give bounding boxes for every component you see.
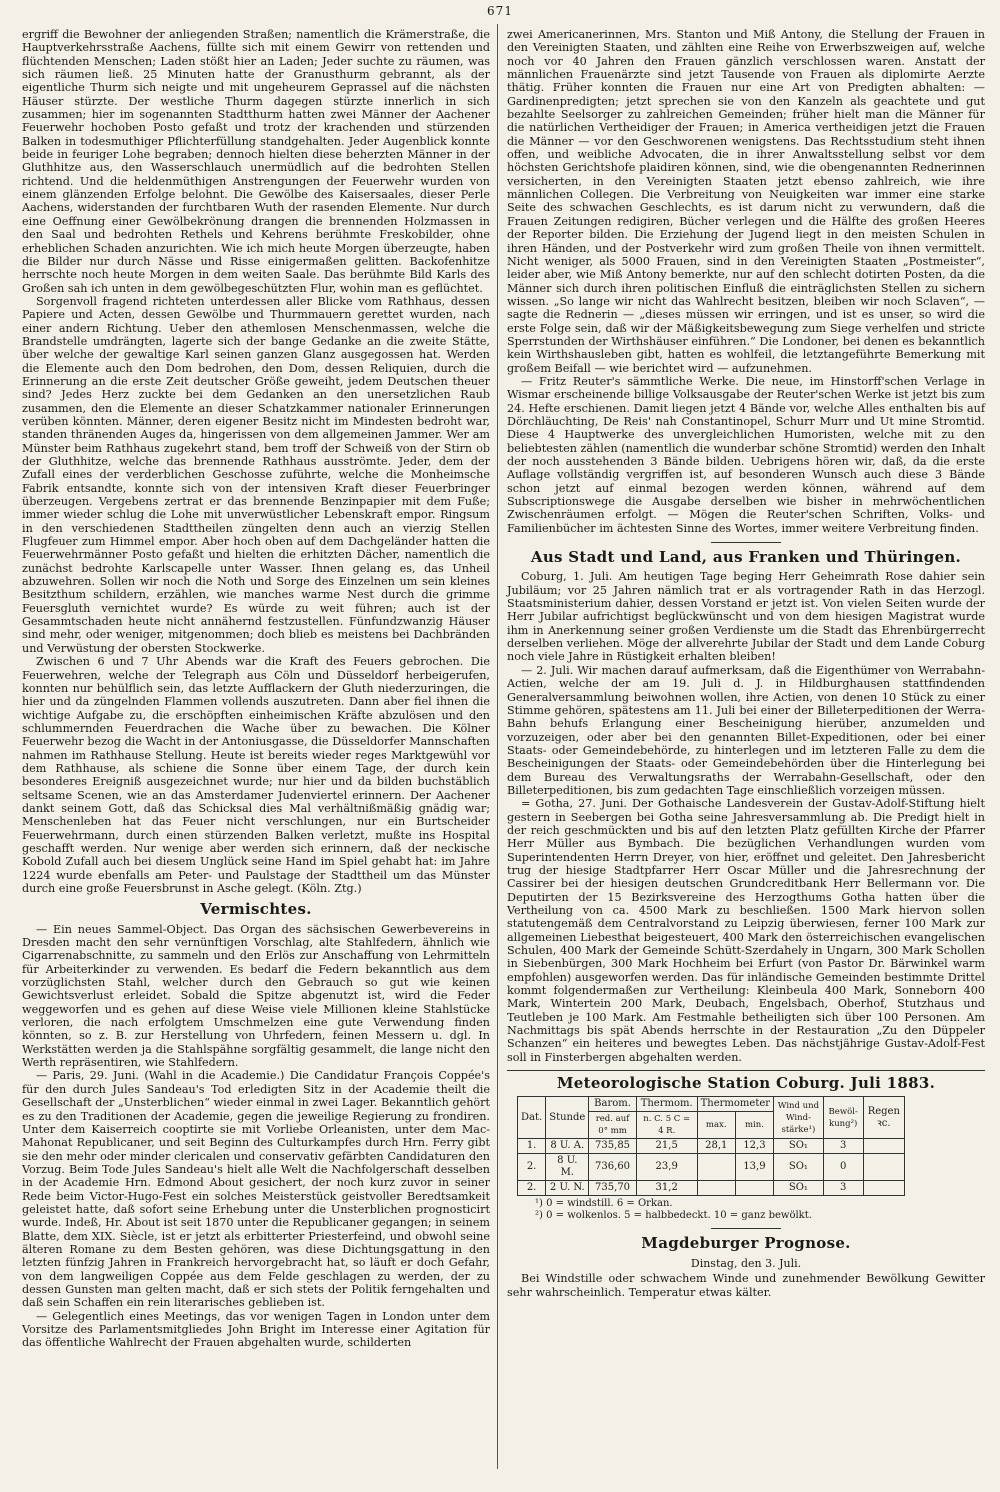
cell-bewoelkung: 0 — [823, 1154, 863, 1181]
left-column — [22, 28, 490, 1350]
aachen-fire-paragraph-2: Sorgenvoll fragend richteten unterdessen aller Blicke vom Rathhaus, dessen Papiere und Acten, dessen Gewölbe und Thurmmauern gerettet wurden, nach einer andern Richtung. Ueber den athemlosen Menschenmassen, welche die Brandstelle umdrängten, lagerte sich der bange Gedanke an die zweite Stätte, über welche der gewaltige Karl seinen ganzen Glanz ausgegossen hat. Werden die Elemente auch den Dom bedrohen, den Dom, dessen Reliquien, durch die Erinnerung an die erste Zeit deutscher Größe geweiht, jedem Deutschen theuer sind? Jedes Herz zuckte bei dem Gedanken an den unersetzlichen Raub zusammen, den die Elemente an dieser Schatzkammer nationaler Erinnerungen verüben könnten. Männer, deren eigener Besitz nicht im Mindesten bedroht war, standen thränenden Auges da, hingerissen von dem allgemeinen Jammer. Wer am Münster beim Rathhaus zugekehrt stand, bem troff der Schweiß von der Stirn ob der Gluthhitze, welche das brennende Rathhaus ausströmte. Jeder, dem der Zufall eines der verderblichen Geschosse zuführte, welche die Monheimsche Fabrik entsandte, konnte sich von der intensiven Kraft dieser Feuerbringer überzeugen. Vergebens zertrat er das brennende Benzinpapier mit dem Fuße; immer wieder schlug die Lohe mit unverwüstlicher Lebenskraft empor. Ringsum in den verschiedenen Stadttheilen züngelten denn auch an vierzig Stellen Flugfeuer zum Himmel empor. Aber hoch oben auf dem Dachgeländer hatten die Feuerwehrmänner Posto gefaßt und hielten die erhitzten Dächer, namentlich die zunächst bedrohte Karlscapelle unter Wasser. Ihnen gelang es, das Unheil abzuwehren. Sollen wir noch die Noth und Sorge des Einzelnen um sein kleines Besitzthum schildern, erzählen, wie manches warme Nest durch die grimme Feuersgluth vernichtet wurde? Es würde zu weit führen; auch ist der Gesammtschaden heute nicht annähernd festzustellen. Fünfundzwanzig Häuser sind mehr, oder weniger, mitgenommen; doch blieb es meistens bei Dachbränden und Verwüstung der obersten Stockwerke. — [22, 294, 490, 655]
cell-barom: 735,85 — [589, 1139, 636, 1154]
cell-stunde: 8 U. M. — [546, 1154, 589, 1181]
column-divider — [497, 24, 498, 1469]
cell-barom: 735,70 — [589, 1181, 636, 1196]
weather-table — [517, 1096, 905, 1196]
weather-station-heading: Meteorologische Station Coburg. Juli 1883. — [556, 1074, 936, 1093]
header-thermom-sub: n. C. 5 C = 4 R. — [636, 1112, 697, 1139]
right-column — [507, 28, 985, 1299]
weather-divider — [507, 1070, 985, 1071]
prognose-divider — [711, 1228, 781, 1229]
stadt-land-heading: Aus Stadt und Land, aus Franken und Thüringen. — [530, 548, 962, 567]
gotha-gustav-adolf-paragraph: = Gotha, 27. Juni. Der Gothaische Landesverein der Gustav-Adolf-Stiftung hielt gestern in Seebergen bei Gotha seine Jahresversammlung ab. Die Predigt hielt in der reich geschmückten und bis auf den letzten Platz gefüllten Kirche der Pfarrer Herr Müller aus Bymbach. Die bezüglichen Verhandlungen wurden vom Superintendenten Herrn Dreyer, von hier, eröffnet und geleitet. Den Jahresbericht trug der hiesige Stadtpfarrer Herr Oscar Müller und die Jahresrechnung der Cassirer bei der hiesigen deutschen Grundcreditbank Herr Bellermann vor. Die Deputirten der 15 Bezirksvereine des Herzogthums Gotha hatten über die Vertheilung von ca. 4500 Mark zu beschließen. 1500 Mark hiervon sollen statutengemäß dem Centralvorstand zu Leipzig überwiesen, ferner 100 Mark zur allgemeinen Liebesthat beigesteuert, 400 Mark den österreichischen evangelischen Schulen, 400 Mark der Gemeinde Schütt-Szerdahely in Ungarn, 300 Mark Schollen in Siebenbürgen, 300 Mark Hochheim bei Erfurt (von Pastor Dr. Bärwinkel warm empfohlen) ausgeworfen werden. Das für inländische Gemeinden bestimmte Drittel kommt folgendermaßen zur Vertheilung: Kleinbeula 400 Mark, Sonneborn 400 Mark, Wintertein 200 Mark, Deubach, Engelsbach, Oberhof, Stutzhaus und Teutleben je 100 Mark. Am Festmahle betheiligten sich über 100 Personen. Am Nachmittags bis spät Abends herrschte in der Restauration „Zu den Düppeler Schanzen“ ein heiteres und bewegtes Leben. Das nächstjährige Gustav-Adolf-Fest soll in Finsterbergen abgehalten werden. — [507, 797, 985, 1064]
table-row — [518, 1139, 905, 1154]
cell-max: 28,1 — [697, 1139, 735, 1154]
header-min: min. — [735, 1112, 773, 1139]
cell-dat: 2. — [518, 1181, 546, 1196]
page-number: 671 — [487, 4, 513, 18]
header-regen: Regen ꝛc. — [863, 1097, 904, 1139]
cell-temp: 23,9 — [636, 1154, 697, 1181]
header-max: max. — [697, 1112, 735, 1139]
table-row — [518, 1154, 905, 1181]
cell-wind: SO₁ — [774, 1154, 824, 1181]
cell-max — [697, 1154, 735, 1181]
cell-stunde: 8 U. A. — [546, 1139, 589, 1154]
cell-wind: SO₁ — [774, 1139, 824, 1154]
cell-regen — [863, 1139, 904, 1154]
cell-min: 12,3 — [735, 1139, 773, 1154]
werrabahn-actien-paragraph: — 2. Juli. Wir machen darauf aufmerksam, daß die Eigenthümer von Werrabahn-Actien, welche der am 19. Juli d. J. in Hildburghausen stattfindenden Generalversammlung beiwohnen wollen, ihre Actien, von denen 10 Stück zu einer Stimme gehören, spätestens am 11. Juli bei einer der Billeterpeditionen der Werra-Bahn behufs Erlangung einer Bescheinigung hierüber, anzumelden und vorzuzeigen, oder aber bei den genannten Billet-Expeditionen, oder bei einer Staats- oder Gemeindebehörde, zu hinterlegen und im letzteren Falle zu dem die Bescheinigungen der Staats- oder Gemeindebehörden über die Hinterlegung bei dem Bureau des Verwaltungsraths der Werrabahn-Gesellschaft, oder den Billeterpeditionen, bis zum gedachten Tage einschließlich vorzeigen müssen. — [507, 663, 985, 797]
coburg-jubilaeum-paragraph: Coburg, 1. Juli. Am heutigen Tage beging Herr Geheimrath Rose dahier sein Jubiläum; vor 25 Jahren nämlich trat er als vortragender Rath in das Herzogl. Staatsministerium dahier, dessen Vorstand er jetzt ist. Von vielen Seiten wurde der Herr Jubilar aufrichtigst beglückwünscht und von dem hiesigen Magistrat wurde ihm in Anerkennung seiner großen Verdienste um die Stadt das Ehrenbürgerrecht derselben verliehen. Möge der allverehrte Jubilar der Stadt und dem Lande Coburg noch viele Jahre in Rüstigkeit erhalten bleiben! — [507, 570, 985, 664]
cell-dat: 1. — [518, 1139, 546, 1154]
cell-min: 13,9 — [735, 1154, 773, 1181]
header-wind: Wind und Wind-stärke¹) — [774, 1097, 824, 1139]
cell-regen — [863, 1154, 904, 1181]
cell-min — [735, 1181, 773, 1196]
cell-regen — [863, 1181, 904, 1196]
weather-footnote-clouds: ²) 0 = wolkenlos. 5 = halbbedeckt. 10 = ganz bewölkt. — [535, 1209, 812, 1221]
aachen-fire-paragraph-1: ergriff die Bewohner der anliegenden Straßen; namentlich die Krämerstraße, die Hauptverkehrsstraße Aachens, füllte sich mit einem Gewirr von rettenden und flüchtenden Menschen; Laden stößt hier an Laden; Jeder suchte zu räumen, was sich räumen ließ. 25 Minuten hatte der Granusthurm gebrannt, als der eigentliche Thurm sich neigte und mit ungeheurem Geprassel auf die nächsten Häuser stürzte. Der westliche Thurm dagegen stürzte innerlich in sich zusammen; hier im sogenannten Stadtthurm hatten zwei Männer der Aachener Feuerwehr hochoben Posto gefaßt und trotz der krachenden und stürzenden Balken in todesmuthiger Pflichterfüllung standgehalten. Jeder Augenblick konnte beide in feuriger Lohe begraben; dennoch hielten diese beherzten Männer in der Gluthhitze aus, den Wasserschlauch unermüdlich auf die bedrohten Stellen richtend. Und die heldenmüthigen Anstrengungen der Feuerwehr wurden von einem glänzenden Erfolge belohnt. Die Gewölbe des Kaisersaales, dieser Perle Aachens, widerstanden der furchtbaren Wuth der rasenden Elemente. Nur durch eine Oeffnung einer Gewölbekrönung drangen die brennenden Holzmassen in den Saal und bedrohten Rethels und Kehrens berühmte Freskobilder, ohne erheblichen Schaden anzurichten. Wie ich mich heute Morgen überzeugte, haben die Bilder nur durch Nässe und Risse einigermaßen gelitten. Backofenhitze herrschte noch heute Morgen in dem weiten Saale. Das berühmte Bild Karls des Großen sah ich unten in dem gewölbegeschützten Flur, wohin man es geflüchtet. — [22, 28, 490, 295]
section-divider — [711, 542, 781, 543]
header-bewoelkung: Bewöl-kung²) — [823, 1097, 863, 1139]
vermischtes-item-sammel-object: — Ein neues Sammel-Object. Das Organ des sächsischen Gewerbevereins in Dresden macht den sehr vernünftigen Vorschlag, alte Stahlfedern, ähnlich wie Cigarrenabschnitte, zu sammeln und den Erlös zur Anschaffung von Lehrmitteln für Arbeiterkinder zu verwenden. Es bedarf die Federn bekanntlich aus dem vorzüglichsten Stahl, welcher durch den Gebrauch so gut wie keinen Gewichtsverlust erleidet. Sobald die Spitze abgenutzt ist, wird die Feder weggeworfen und es gehen auf diese Weise viele Millionen kleine Stahlstücke verloren, die nach erfolgtem Umschmelzen eine gute Verwendung finden könnten, so z. B. zur Herstellung von Uhrfedern, feinen Messern u. dgl. In Werkstätten werden ja die Stahlspähne sorgfältig gesammelt, die lange nicht den Werth repräsentiren, wie Stahlfedern. — [22, 922, 490, 1070]
vermischtes-item-paris-academie: — Paris, 29. Juni. (Wahl in die Academie.) Die Candidatur François Coppée's für den durch Jules Sandeau's Tod erledigten Sitz in der Academie theilt die Gesellschaft der „Unsterblichen“ wieder einmal in zwei Lager. Bekanntlich gehört es zu den Traditionen der Academie, gegen die jeweilige Regierung zu frondiren. Unter dem Kaiserreich cooptirte sie mit Vorliebe Orleanisten, unter dem Mac-Mahonat Republicaner, und seit Beginn des Culturkampfes durch Hrn. Ferry gibt sie den mehr oder minder clericalen und conservativ gefärbten Candidaturen den Vorzug. Beim Tode Jules Sandeau's hielt alle Welt die Nachfolgerschaft desselben in der Academie Hrn. Edmond About gesichert, der noch kurz zuvor in seiner Rede beim Victor-Hugo-Fest ein solches Meisterstück geistvoller Beredtsamkeit geleistet hatte, daß sofort seine Erhebung unter die Unsterblichen prognosticirt wurde. Indeß, Hr. About ist seit 1870 unter die Republicaner gegangen; in seinem Blatte, dem XIX. Siècle, ist er jetzt als erbitterter Priesterfeind, und obwohl seine älteren Romane zu dem Besten gehören, was diese Dichtungsgattung in den letzten fünfzig Jahren in Frankreich hervorgebracht hat, so läuft er doch Gefahr, von dem langweiligen Coppée aus dem Felde geschlagen zu werden, der zu dessen Gunsten man gelten macht, daß er sich stets der Politik ferngehalten und daß sein Schaffen ein rein literarisches geblieben ist. — [22, 1069, 490, 1310]
americanerinnen-paragraph: zwei Americanerinnen, Mrs. Stanton und Miß Antony, die Stellung der Frauen in den Vereinigten Staaten, und zählten eine Reihe von Erwerbszweigen auf, welche noch vor 40 Jahren den Frauen gänzlich verschlossen waren. Anstatt der männlichen Frauenärzte sind jetzt Tausende von Frauen als diplomirte Aerzte thätig. Früher konnten die Frauen nur eine Art von Predigten abhalten: — Gardinenpredigten; jetzt sprechen sie von den Kanzeln als geachtete und gut bezahlte Seelsorger zu zahlreichen Gemeinden; früher hielt man die Männer für die natürlichen Vertheidiger der Frauen; in America vertheidigen jetzt die Frauen die Männer — vor den Geschworenen wenigstens. Das Rechtsstudium steht ihnen offen, und weibliche Advocaten, die in ihrer Anwaltsstellung selbst vor dem höchsten Gerichtshofe plaidiren können, sind, wie die obengenannten Rednerinnen versicherten, in den Vereinigten Staaten jetzt ebenso zahlreich, wie ihre männlichen Collegen. Die Verbreitung von Neuigkeiten war immer eine starke Seite des schwachen Geschlechts, es ist darum nicht zu verwundern, daß die Frauen Zeitungen redigiren, Bücher verlegen und die Hälfte des großen Heeres der Reporter bilden. Die Erziehung der Jugend liegt in den meisten Schulen in ihren Händen, und der Postverkehr wird zum großen Theile von ihnen vermittelt. Nicht weniger, als 5000 Frauen, sind in den Vereinigten Staaten „Postmeister“, leider aber, wie Miß Antony bemerkte, nur auf den schlecht dotirten Posten, da die Männer sich durch ihren politischen Einfluß die einträglichsten Stellen zu sichern wissen. „So lange wir nicht das Wahlrecht besitzen, bleiben wir noch Sclaven“, — sagte die Rednerin — „dieses müssen wir erringen, und ist es unser, so wird die erste Folge sein, daß wir der Mäßigkeitsbewegung zum Siege verhelfen und stricte Sperrstunden der Wirthshäuser einführen.“ Die Londoner, bei denen es bekanntlich kein Wirthshausleben gibt, hatten es wohlfeil, die letztangeführte Bemerkung mit großem Beifall — wie berichtet wird — aufzunehmen. — [507, 28, 985, 375]
aachen-fire-paragraph-3: Zwischen 6 und 7 Uhr Abends war die Kraft des Feuers gebrochen. Die Feuerwehren, welche der Telegraph aus Cöln und Düsseldorf herbeigerufen, konnten nur behülflich sein, das letzte Aufflackern der Gluth niederzuringen, die hier und da züngelnden Flammen vollends auszutreten. Dann aber fiel ihnen die wichtige Aufgabe zu, die erschöpften einheimischen Kräfte abzulösen und den schlummernden Feuerdrachen die Wache über zu bewachen. Die Kölner Feuerwehr bezog die Wacht in der Antoniusgasse, die Düsseldorfer Mannschaften nahmen im Rathhause Stellung. Heute ist bereits wieder reges Marktgewühl vor dem Rathhause, als schiene die Sonne über einem Tage, der durch kein besonderes Ereigniß ausgezeichnet wurde; nur hier und da bilden buchstäblich seltsame Scenen, wie an das Amsterdamer Judenviertel erinnern. Der Aachener dankt seinem Gott, daß das Schicksal dies Mal verhältnißmäßig gnädig war; Menschenleben hat das Feuer nicht verschlungen, nur ein Burtscheider Feuerwehrmann, durch einen stürzenden Balken verletzt, mußte ins Hospital geschafft werden. Nur wenige aber werden sich erinnern, daß der neckische Kobold Zufall auch bei diesem Unglück seine Hand im Spiel gehabt hat: im Jahre 1224 wurde ebenfalls am Peter- und Paulstage der Stadttheil um das Münster durch eine große Feuersbrunst in Asche gelegt. (Köln. Ztg.) — [22, 655, 490, 895]
table-row — [518, 1181, 905, 1196]
cell-dat: 2. — [518, 1154, 546, 1181]
vermischtes-heading: Vermischtes. — [200, 900, 312, 919]
cell-temp: 21,5 — [636, 1139, 697, 1154]
vermischtes-item-london-meeting: — Gelegentlich eines Meetings, das vor wenigen Tagen in London unter dem Vorsitze des Parlamentsmitgliedes John Bright im Interesse einer Agitation für das öffentliche Wahlrecht der Frauen abgehalten wurde, schilderten — [22, 1309, 490, 1350]
header-barom: Barom. — [589, 1097, 636, 1112]
prognose-heading: Magdeburger Prognose. — [641, 1234, 851, 1253]
weather-footnote-wind: ¹) 0 = windstill. 6 = Orkan. — [535, 1198, 673, 1210]
header-thermom: Thermom. — [636, 1097, 697, 1112]
cell-barom: 736,60 — [589, 1154, 636, 1181]
weather-table-header — [518, 1097, 905, 1112]
cell-bewoelkung: 3 — [823, 1181, 863, 1196]
header-dat: Dat. — [518, 1097, 546, 1139]
prognose-date: Dinstag, den 3. Juli. — [690, 1256, 802, 1270]
header-barom-sub: red. auf 0° mm — [589, 1112, 636, 1139]
reuter-werke-paragraph: — Fritz Reuter's sämmtliche Werke. Die neue, im Hinstorff'schen Verlage in Wismar erscheinende billige Volksausgabe der Reuter'schen Werke ist jetzt bis zum 24. Hefte erschienen. Damit liegen jetzt 4 Bände vor, welche Alles enthalten bis auf Dörchläuchting, De Reis' nah Constantinopel, Schurr Murr und Ut mine Stromtid. Diese 4 Hauptwerke des unvergleichlichen Humoristen, welche mit zu den beliebtesten zählen (namentlich die wunderbar schöne Stromtid) werden den Inhalt der noch ausstehenden 3 Bände bilden. Uebrigens hören wir, daß, da die erste Auflage vollständig vergriffen ist, auf besonderen Wunsch auch diese 3 Bände schon jetzt auf einmal bezogen werden können, während auf dem Subscriptionswege die Ausgabe derselben wie bisher in mehrwöchentlichen Zwischenräumen erfolgt. — Mögen die Reuter'schen Schriften, Volks- und Familienbücher im ächtesten Sinne des Wortes, immer weitere Verbreitung finden. — [507, 374, 985, 535]
cell-max — [697, 1181, 735, 1196]
header-thermometer: Thermometer — [697, 1097, 773, 1112]
prognose-text: Bei Windstille oder schwachem Winde und zunehmender Bewölkung Gewitter sehr wahrscheinlich. Temperatur etwas kälter. — [507, 1272, 985, 1299]
header-stunde: Stunde — [546, 1097, 589, 1139]
cell-stunde: 2 U. N. — [546, 1181, 589, 1196]
cell-bewoelkung: 3 — [823, 1139, 863, 1154]
cell-temp: 31,2 — [636, 1181, 697, 1196]
cell-wind: SO₁ — [774, 1181, 824, 1196]
